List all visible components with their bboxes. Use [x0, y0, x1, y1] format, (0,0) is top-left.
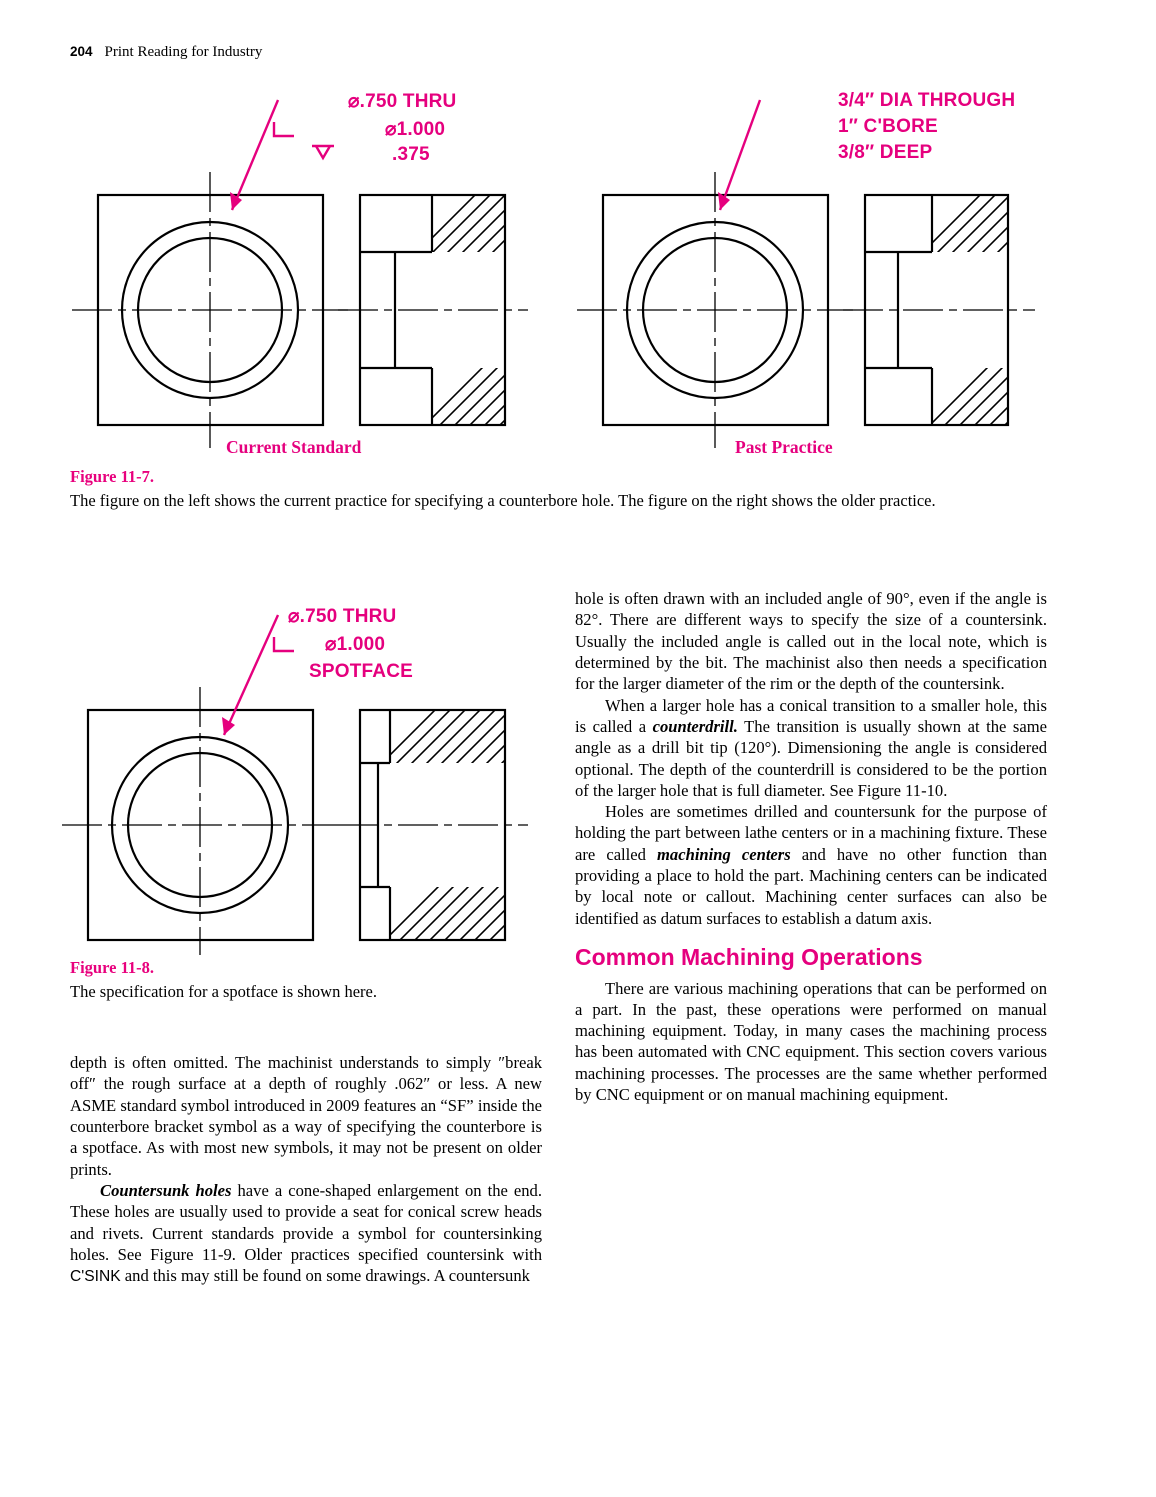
machining-centers-term: machining centers [657, 844, 791, 864]
page-number: 204 [70, 44, 93, 59]
figure-11-8-callout-line-1: ⌀.750 THRU [288, 606, 397, 627]
right-paragraph-2 [575, 695, 1047, 802]
right-column [575, 588, 1047, 1105]
right-paragraph-2-b: The transition is usually shown at the same angle as a drill bit tip (120°). Dimensioning the angle is considered optional. The depth of the counterdrill is considered to be the portion of the larger hole that is full diameter. See Figure 11-10. [575, 716, 1047, 800]
figure-11-7-left-label: Current Standard [226, 437, 362, 457]
figure-11-8-label: Figure 11-8. [70, 958, 155, 977]
section-heading: Common Machining Operations [575, 944, 923, 970]
callout-right-line-2: 1″ C'BORE [838, 116, 938, 137]
left-column [70, 1052, 542, 1287]
page-header [70, 44, 262, 61]
figure-11-7-caption: The figure on the left shows the current practice for specifying a counterbore hole. The figure on the right shows the older practice. [70, 491, 936, 510]
callout-right-line-3: 3/8″ DEEP [838, 142, 933, 163]
figure-11-7-graphic [60, 80, 1100, 470]
right-paragraph-2-a: When a larger hole has a conical transition to a smaller hole, this is called a [575, 695, 1047, 736]
left-paragraph-2 [70, 1180, 542, 1287]
figure-11-8-callout-line-3: SPOTFACE [309, 661, 414, 682]
right-paragraph-3-b: and have no other function than providing a place to hold the part. Machining centers can be indicated by local note or callout. Machining center surfaces can also be identified as datum surfaces to establish a datum axis. [575, 844, 1047, 928]
callout-left-line-1: ⌀.750 THRU [348, 91, 457, 112]
figure-11-8-graphic [60, 595, 580, 955]
callout-right-line-1: 3/4″ DIA THROUGH [838, 90, 1016, 111]
figure-11-8-callout-line-2: ⌀1.000 [325, 634, 386, 655]
countersunk-holes-term: Countersunk holes [100, 1180, 232, 1200]
figure-11-8-caption: The specification for a spotface is shown here. [70, 982, 377, 1001]
left-paragraph-1: depth is often omitted. The machinist understands to simply ″break off″ the rough surface at a depth of roughly .062″ or less. A new ASME standard symbol introduced in 2009 features an “SF” inside the counterbore bracket symbol as a way of specifying the counterbore is a spotface. As with most new symbols, it may not be present on older prints. [70, 1053, 542, 1179]
figure-11-7-right-label: Past Practice [735, 437, 833, 457]
right-paragraph-1: hole is often drawn with an included angle of 90°, even if the angle is 82°. There are different ways to specify the size of a countersink. Usually the included angle is called out in the local note, which is determined by the bit. The machinist also then needs a specification for the larger diameter of the rim or the depth of the countersink. [575, 589, 1047, 694]
left-paragraph-2-text: have a cone-shaped enlargement on the end. These holes are usually used to provide a seat for conical screw heads and rivets. Current standards provide a symbol for countersinking holes. See Figure 11-9. Older practices specified countersink with [70, 1180, 542, 1264]
figure-11-7-label: Figure 11-7. [70, 467, 155, 486]
callout-left-line-3: .375 [392, 144, 430, 165]
callout-left-line-2: ⌀1.000 [385, 119, 446, 140]
right-paragraph-4: There are various machining operations that can be performed on a part. In the past, these operations were performed on manual machining equipment. Today, in many cases the machining process has been automated with CNC equipment. This section covers various machining processes. The processes are the same whether performed by CNC equipment or on manual machining equipment. [575, 978, 1047, 1105]
book-title: Print Reading for Industry [104, 44, 263, 60]
csink-term: C'SINK [70, 1268, 121, 1286]
left-paragraph-2-tail: and this may still be found on some drawings. A countersunk [120, 1266, 530, 1286]
counterdrill-term: counterdrill. [652, 716, 738, 736]
right-paragraph-3-a: Holes are sometimes drilled and countersunk for the purpose of holding the part between lathe centers or in a machining fixture. These are called [575, 802, 1047, 864]
right-paragraph-3 [575, 801, 1047, 929]
